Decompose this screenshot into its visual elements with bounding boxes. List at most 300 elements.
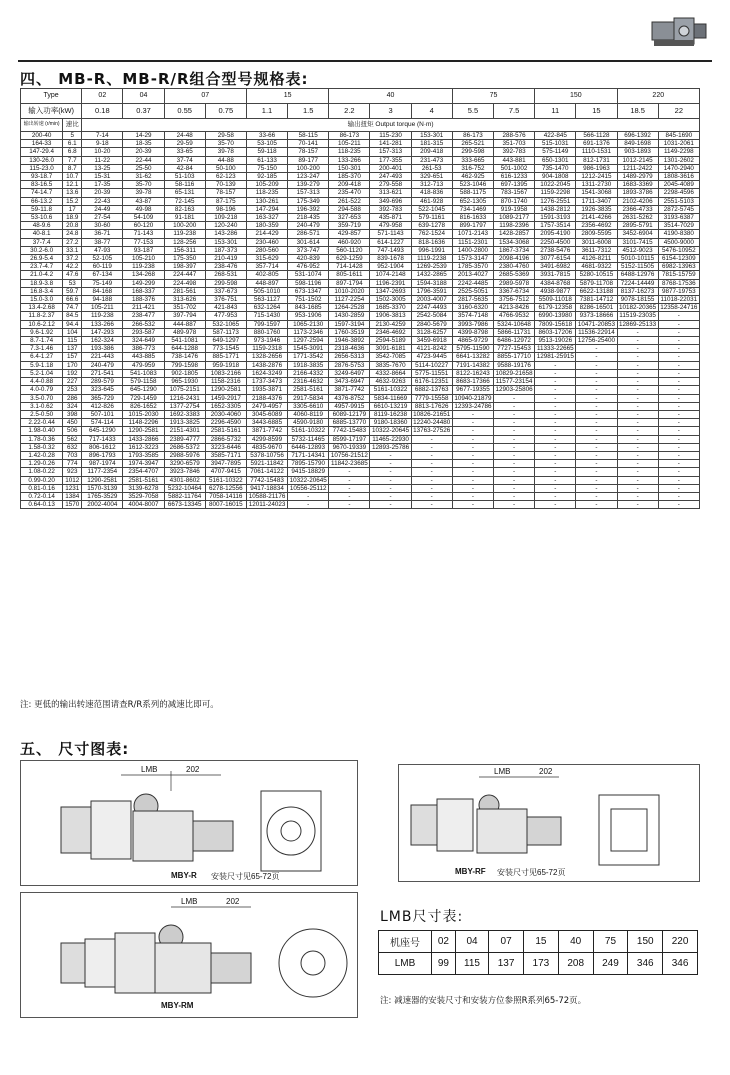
torque-cell: 7381-14712 <box>576 296 617 304</box>
torque-cell: 10826-21651 <box>411 410 452 418</box>
torque-cell: 632-1264 <box>246 304 287 312</box>
table-row <box>21 369 700 377</box>
torque-cell: 6882-13763 <box>411 386 452 394</box>
header-rule <box>18 60 712 62</box>
torque-cell: 71-143 <box>123 230 164 238</box>
torque-cell: 1159-2298 <box>535 189 576 197</box>
torque-cell: 5732-11465 <box>288 435 329 443</box>
torque-cell: 6610-13219 <box>370 402 411 410</box>
table-row <box>21 501 700 509</box>
torque-cell: 575-1149 <box>535 148 576 156</box>
torque-cell: 193-386 <box>82 345 123 353</box>
torque-cell: 5114-10227 <box>411 361 452 369</box>
torque-cell: 3931-7815 <box>535 271 576 279</box>
torque-cell: 13763-27526 <box>411 427 452 435</box>
power-cell: 7.5 <box>494 104 535 119</box>
torque-cell: 1685-3370 <box>370 304 411 312</box>
torque-cell: - <box>494 443 535 451</box>
torque-cell: - <box>576 378 617 386</box>
speed-cell: 5.2-1.04 <box>21 369 63 377</box>
torque-cell: - <box>617 402 658 410</box>
lmb-value: 249 <box>593 953 628 975</box>
torque-cell: 805-1611 <box>329 271 370 279</box>
torque-cell: 8007-16015 <box>205 501 246 509</box>
torque-cell: 4835-9670 <box>246 443 287 451</box>
torque-cell: 20-39 <box>82 189 123 197</box>
torque-cell: 904-1808 <box>535 173 576 181</box>
torque-cell: 333-665 <box>452 156 493 164</box>
power-cell: 0.37 <box>123 104 164 119</box>
torque-cell: 5509-11018 <box>535 296 576 304</box>
torque-cell: 9078-18155 <box>617 296 658 304</box>
torque-cell: 1534-3068 <box>494 238 535 246</box>
ratio-cell: 53 <box>63 279 82 287</box>
torque-cell: 14-29 <box>123 132 164 140</box>
torque-cell: 1489-2979 <box>617 173 658 181</box>
torque-cell: 11519-23035 <box>617 312 658 320</box>
speed-cell: 1.58-0.32 <box>21 443 63 451</box>
torque-cell: 1198-2396 <box>494 222 535 230</box>
torque-cell: - <box>617 337 658 345</box>
table-row <box>21 427 700 435</box>
torque-cell: 109-218 <box>205 214 246 222</box>
torque-cell: 5010-10115 <box>617 255 658 263</box>
torque-cell: 2988-5976 <box>164 451 205 459</box>
torque-cell: 2250-4500 <box>535 238 576 246</box>
ratio-cell: 115 <box>63 337 82 345</box>
torque-cell: 541-1081 <box>164 337 205 345</box>
torque-cell: 163-327 <box>246 214 287 222</box>
torque-cell: 11577-23154 <box>494 378 535 386</box>
torque-label: 输出扭矩 Output torque (N·m) <box>82 119 700 132</box>
torque-cell: 12869-25133 <box>617 320 658 328</box>
torque-cell: 897-1794 <box>329 279 370 287</box>
torque-cell: 644-1288 <box>164 345 205 353</box>
torque-cell: 5232-10464 <box>164 484 205 492</box>
torque-cell: 734-1469 <box>452 205 493 213</box>
torque-cell: 11842-23685 <box>329 460 370 468</box>
torque-cell: 6622-13188 <box>576 287 617 295</box>
torque-cell: 42-84 <box>164 164 205 172</box>
torque-cell: - <box>617 435 658 443</box>
torque-cell: 1347-2693 <box>370 287 411 295</box>
torque-cell: 119-238 <box>123 263 164 271</box>
torque-cell: 6990-13980 <box>535 312 576 320</box>
table-row <box>21 263 700 271</box>
table-row <box>21 443 700 451</box>
torque-cell: 443-881 <box>494 156 535 164</box>
torque-cell: 27-54 <box>82 214 123 222</box>
torque-cell: 266-532 <box>123 320 164 328</box>
torque-cell: 209-418 <box>411 148 452 156</box>
torque-cell: 6488-12976 <box>617 271 658 279</box>
torque-cell: 11536-22914 <box>576 328 617 336</box>
torque-cell: 747-1493 <box>370 246 411 254</box>
torque-cell: - <box>576 353 617 361</box>
torque-cell: - <box>658 468 699 476</box>
torque-cell: 4121-8242 <box>411 345 452 353</box>
torque-cell: 507-101 <box>82 410 123 418</box>
table-row <box>21 476 700 484</box>
torque-cell: 17-35 <box>82 181 123 189</box>
torque-cell: - <box>617 468 658 476</box>
torque-cell: 98-196 <box>205 205 246 213</box>
torque-cell: 2151-4301 <box>164 427 205 435</box>
power-cell: 15 <box>576 104 617 119</box>
ratio-cell: 632 <box>63 443 82 451</box>
lmb-size: 04 <box>455 931 488 953</box>
speed-cell: 0.72-0.14 <box>21 492 63 500</box>
torque-cell: 89-177 <box>288 156 329 164</box>
torque-cell: 479-959 <box>123 361 164 369</box>
torque-cell: - <box>535 378 576 386</box>
torque-cell: - <box>576 451 617 459</box>
torque-cell: 412-826 <box>82 402 123 410</box>
torque-cell: 629-1259 <box>329 255 370 263</box>
torque-cell: 22-44 <box>123 156 164 164</box>
speed-cell: 18.9-3.8 <box>21 279 63 287</box>
torque-cell: 3574-7148 <box>452 312 493 320</box>
torque-cell: 86-173 <box>452 132 493 140</box>
lmb-value: 346 <box>663 953 698 975</box>
table-row <box>21 312 700 320</box>
table-row <box>21 164 700 172</box>
torque-cell: 1906-3813 <box>370 312 411 320</box>
torque-cell: 6179-12358 <box>535 304 576 312</box>
torque-cell: 3193-6387 <box>658 214 699 222</box>
torque-cell: - <box>452 468 493 476</box>
power-cell: 0.55 <box>164 104 205 119</box>
lmb-header-row <box>379 931 698 953</box>
table-row <box>21 419 700 427</box>
torque-cell: - <box>576 476 617 484</box>
torque-cell: 9373-18666 <box>576 312 617 320</box>
torque-cell: - <box>494 394 535 402</box>
torque-cell: 2002-4004 <box>82 501 123 509</box>
torque-cell: 3871-7742 <box>329 386 370 394</box>
torque-cell: 7171-14341 <box>288 451 329 459</box>
torque-cell: 1808-3616 <box>658 173 699 181</box>
torque-cell: 49-98 <box>123 205 164 213</box>
mby-r-install: 安装尺寸见65-72页 <box>211 872 280 881</box>
torque-cell: 235-470 <box>329 189 370 197</box>
torque-cell: 1328-2656 <box>246 353 287 361</box>
torque-cell: 571-1143 <box>370 230 411 238</box>
table-row <box>21 394 700 402</box>
torque-cell: 67-134 <box>82 271 123 279</box>
torque-cell: - <box>617 386 658 394</box>
table-row <box>21 386 700 394</box>
table-row <box>21 492 700 500</box>
torque-cell: 2685-5369 <box>494 271 535 279</box>
torque-cell: 1074-2148 <box>370 271 411 279</box>
torque-cell: 1594-3188 <box>411 279 452 287</box>
ratio-cell: 10.7 <box>63 173 82 181</box>
torque-cell: 2866-5732 <box>205 435 246 443</box>
torque-cell: 3443-6885 <box>246 419 287 427</box>
torque-cell: 5161-10322 <box>370 386 411 394</box>
table-row <box>21 140 700 148</box>
torque-cell: 4865-9729 <box>452 337 493 345</box>
torque-cell: 1151-2301 <box>452 238 493 246</box>
torque-cell: - <box>494 451 535 459</box>
torque-cell: 1158-2316 <box>205 378 246 386</box>
lmb-size: 02 <box>432 931 456 953</box>
torque-cell: - <box>617 378 658 386</box>
table-row <box>21 296 700 304</box>
torque-cell: 479-958 <box>370 222 411 230</box>
torque-cell: 10322-20645 <box>288 476 329 484</box>
speed-label: 输出转速 (r/min) <box>21 119 63 132</box>
torque-cell: 8768-17536 <box>658 279 699 287</box>
drawing-mby-rm <box>20 892 358 1018</box>
torque-cell: 6278-12556 <box>205 484 246 492</box>
ratio-cell: 5 <box>63 132 82 140</box>
torque-cell: 58-115 <box>288 132 329 140</box>
torque-cell: 9877-19753 <box>658 287 699 295</box>
speed-cell: 115-23.0 <box>21 164 63 172</box>
torque-cell: 37-74 <box>164 156 205 164</box>
torque-cell: 799-1597 <box>246 320 287 328</box>
torque-cell: - <box>576 492 617 500</box>
table-row <box>21 246 700 254</box>
table-row <box>21 402 700 410</box>
torque-cell: 574-114 <box>82 419 123 427</box>
torque-cell: - <box>411 435 452 443</box>
torque-cell: 11465-22930 <box>370 435 411 443</box>
torque-cell: 70-139 <box>205 181 246 189</box>
torque-cell: 3139-6278 <box>123 484 164 492</box>
torque-cell: - <box>617 460 658 468</box>
torque-cell: 12903-25806 <box>494 386 535 394</box>
torque-cell: 94-188 <box>82 296 123 304</box>
torque-cell: 150-301 <box>329 164 370 172</box>
torque-cell: 10182-20365 <box>617 304 658 312</box>
torque-cell: 8119-16238 <box>370 410 411 418</box>
torque-cell: 12358-24716 <box>658 304 699 312</box>
torque-cell: 489-978 <box>164 328 205 336</box>
torque-cell: 279-558 <box>370 181 411 189</box>
torque-cell: 2346-4692 <box>370 328 411 336</box>
torque-cell: 2895-5791 <box>617 222 658 230</box>
torque-cell: 82-163 <box>164 205 205 213</box>
torque-cell: 515-1031 <box>535 140 576 148</box>
torque-cell: 1269-2539 <box>411 263 452 271</box>
torque-cell: 3611-7312 <box>576 246 617 254</box>
torque-cell: 1765-3529 <box>82 492 123 500</box>
torque-cell: 1785-3570 <box>452 263 493 271</box>
torque-cell: 13-25 <box>82 164 123 172</box>
torque-cell: 1597-3194 <box>329 320 370 328</box>
torque-cell: 1502-3005 <box>370 296 411 304</box>
torque-cell: 70-141 <box>288 140 329 148</box>
lmb-value: 173 <box>523 953 558 975</box>
torque-cell: 12393-24786 <box>452 402 493 410</box>
torque-cell: 2166-4332 <box>288 369 329 377</box>
torque-cell: 84-168 <box>82 287 123 295</box>
torque-cell: 286-571 <box>288 230 329 238</box>
table-row <box>21 238 700 246</box>
torque-cell: 5795-11590 <box>452 345 493 353</box>
torque-cell: 265-521 <box>452 140 493 148</box>
torque-cell: 1297-2594 <box>288 337 329 345</box>
torque-cell: - <box>411 460 452 468</box>
torque-cell: 783-1567 <box>494 189 535 197</box>
torque-cell: - <box>658 484 699 492</box>
ratio-cell: 157 <box>63 353 82 361</box>
torque-cell: 210-419 <box>205 255 246 263</box>
torque-cell: 1290-2581 <box>82 476 123 484</box>
lmb-value: 208 <box>558 953 593 975</box>
table-note: 注: 更低的输出转速范围请查R/R系列的减速比即可。 <box>20 700 219 710</box>
torque-cell: 188-376 <box>123 296 164 304</box>
torque-cell: 187-373 <box>205 246 246 254</box>
torque-cell: 2738-5476 <box>535 246 576 254</box>
torque-cell: - <box>576 410 617 418</box>
torque-cell: 1570-3139 <box>82 484 123 492</box>
torque-cell: 33-66 <box>246 132 287 140</box>
speed-cell: 30.2-6.0 <box>21 246 63 254</box>
torque-cell: 10756-21512 <box>329 451 370 459</box>
torque-cell: 60-119 <box>82 263 123 271</box>
torque-cell: 5879-11708 <box>576 279 617 287</box>
mby-rf-drawing-icon <box>399 765 699 881</box>
torque-cell: 10-20 <box>82 148 123 156</box>
torque-cell: 78-157 <box>288 148 329 156</box>
torque-cell: 3871-7742 <box>246 427 287 435</box>
torque-cell: 2872-5745 <box>658 205 699 213</box>
torque-cell: 62-123 <box>205 173 246 181</box>
torque-cell: 75-149 <box>82 279 123 287</box>
torque-cell: 1159-2318 <box>246 345 287 353</box>
torque-cell: - <box>658 427 699 435</box>
torque-cell: - <box>617 361 658 369</box>
ratio-cell: 104 <box>63 328 82 336</box>
torque-cell: - <box>288 501 329 509</box>
lmb-size: 75 <box>593 931 628 953</box>
mby-rf-caption: MBY-RF <box>455 867 486 876</box>
torque-cell: 4707-9415 <box>205 468 246 476</box>
torque-cell: 4299-8599 <box>246 435 287 443</box>
torque-cell: 3101-7415 <box>617 238 658 246</box>
torque-cell: 230-460 <box>246 238 287 246</box>
torque-cell: - <box>617 328 658 336</box>
torque-cell: - <box>658 501 699 509</box>
torque-cell: 1301-2602 <box>658 156 699 164</box>
torque-cell: 60-120 <box>123 222 164 230</box>
torque-cell: 12981-25915 <box>535 353 576 361</box>
table-row <box>21 279 700 287</box>
speed-cell: 15.0-3.0 <box>21 296 63 304</box>
torque-cell: 54-109 <box>123 214 164 222</box>
torque-cell: 1012-2145 <box>617 156 658 164</box>
torque-cell: - <box>329 484 370 492</box>
table-row <box>21 337 700 345</box>
torque-cell: - <box>576 345 617 353</box>
torque-cell: 6982-13963 <box>658 263 699 271</box>
torque-cell: 156-311 <box>164 246 205 254</box>
torque-cell: 39-78 <box>123 189 164 197</box>
torque-cell: 3045-6089 <box>246 410 287 418</box>
torque-cell: 6446-12893 <box>288 443 329 451</box>
torque-cell: 818-1636 <box>411 238 452 246</box>
torque-cell: 566-1128 <box>576 132 617 140</box>
torque-cell: 209-418 <box>329 181 370 189</box>
torque-cell: 123-247 <box>288 173 329 181</box>
torque-cell: 105-209 <box>246 181 287 189</box>
torque-cell: 5476-10952 <box>658 246 699 254</box>
torque-cell: 1893-3786 <box>617 189 658 197</box>
torque-cell: 3756-7512 <box>494 296 535 304</box>
torque-cell: 1083-2166 <box>205 369 246 377</box>
torque-cell: 2316-4632 <box>288 378 329 386</box>
torque-cell: - <box>617 443 658 451</box>
speed-cell: 164-33 <box>21 140 63 148</box>
torque-cell: 324-649 <box>123 337 164 345</box>
lmb-title: LMB尺寸表: <box>380 909 464 925</box>
torque-cell: - <box>494 476 535 484</box>
torque-cell: 2876-5753 <box>329 361 370 369</box>
ratio-cell: 1012 <box>63 476 82 484</box>
torque-cell: 986-1963 <box>576 164 617 172</box>
torque-cell: 2809-5595 <box>576 230 617 238</box>
torque-cell: 1573-3147 <box>452 255 493 263</box>
drawing-mby-rf <box>398 764 700 882</box>
ratio-cell: 17 <box>63 205 82 213</box>
torque-cell: 221-443 <box>82 353 123 361</box>
torque-cell: 579-1158 <box>123 378 164 386</box>
torque-cell: 2102-4206 <box>617 197 658 205</box>
torque-cell: 9-18 <box>82 140 123 148</box>
table-row <box>21 222 700 230</box>
torque-cell: 2356-4692 <box>576 222 617 230</box>
torque-cell: 139-279 <box>288 181 329 189</box>
torque-cell: 2003-4007 <box>411 296 452 304</box>
speed-cell: 1.42-0.28 <box>21 451 63 459</box>
torque-cell: 35-70 <box>123 181 164 189</box>
torque-cell: - <box>411 484 452 492</box>
lmb-value: 115 <box>455 953 488 975</box>
torque-cell: 3452-6904 <box>617 230 658 238</box>
torque-cell: 280-560 <box>246 246 287 254</box>
type-15: 15 <box>246 89 328 104</box>
torque-cell: 8855-17710 <box>494 353 535 361</box>
ratio-cell: 450 <box>63 419 82 427</box>
torque-cell: 6176-12351 <box>411 378 452 386</box>
drawing-mby-r <box>20 760 358 886</box>
torque-cell: 39-78 <box>205 148 246 156</box>
lmb-size: 07 <box>489 931 524 953</box>
torque-cell: 3077-6154 <box>535 255 576 263</box>
torque-cell: 1470-2940 <box>658 164 699 172</box>
torque-cell: 476-952 <box>288 263 329 271</box>
speed-cell: 83-16.5 <box>21 181 63 189</box>
type-75: 75 <box>452 89 534 104</box>
torque-cell: - <box>452 484 493 492</box>
torque-cell: - <box>452 410 493 418</box>
ratio-cell: 774 <box>63 460 82 468</box>
table-row <box>21 320 700 328</box>
torque-cell: 36-71 <box>82 230 123 238</box>
torque-cell: 2989-5978 <box>494 279 535 287</box>
ratio-cell: 24.8 <box>63 230 82 238</box>
torque-cell: - <box>411 443 452 451</box>
torque-cell: - <box>452 476 493 484</box>
torque-cell: 87-175 <box>205 197 246 205</box>
torque-cell: 4004-8007 <box>123 501 164 509</box>
torque-cell: 11-22 <box>82 156 123 164</box>
torque-cell: - <box>617 476 658 484</box>
